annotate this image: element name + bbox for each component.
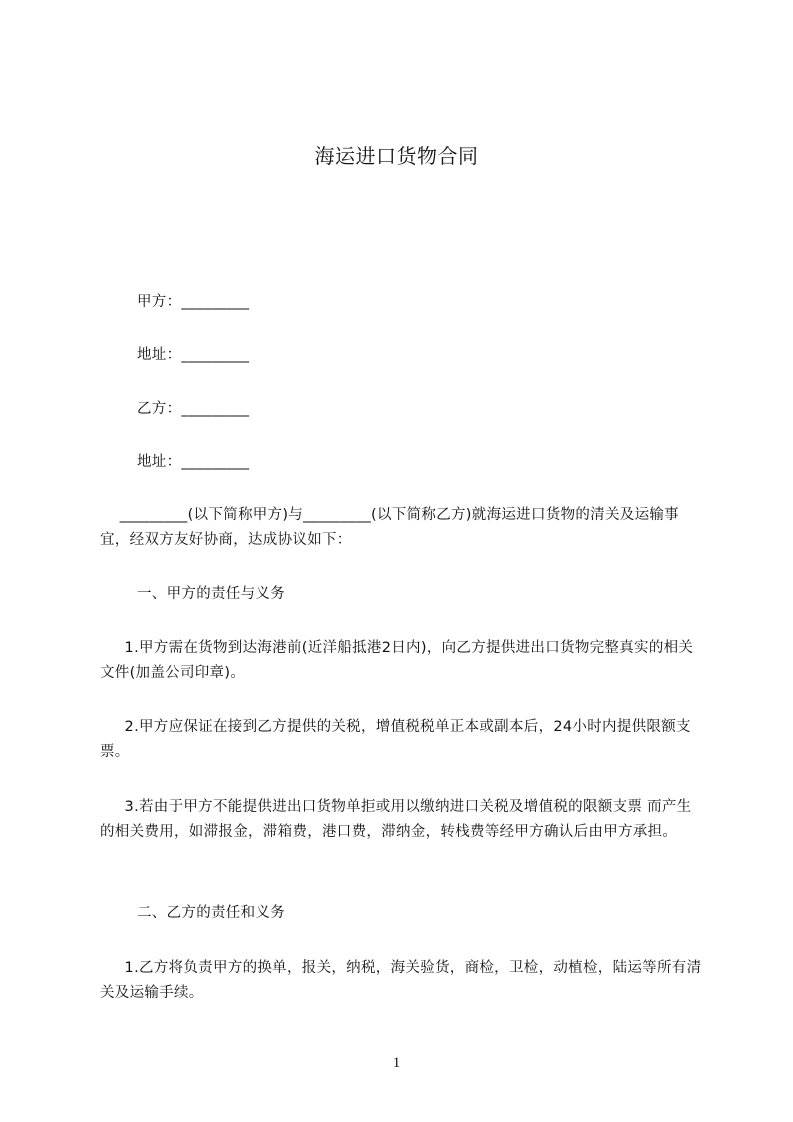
section-1-item-3: 3.若由于甲方不能提供进出口货物单拒或用以缴纳进口关税及增值税的限额支票 而产生的相关费用，如滞报金，滞箱费，港口费，滞纳金，转栈费等经甲方确认后由甲方承担。 <box>100 799 692 840</box>
section-2-item-1: 1.乙方将负责甲方的换单，报关，纳税，海关验货，商检，卫检，动植检，陆运等所有清关及运输手续。 <box>100 960 702 1001</box>
section-1-item-2: 2.甲方应保证在接到乙方提供的关税，增值税税单正本或副本后，24小时内提供限额支票。 <box>100 719 691 760</box>
section-2-heading: 二、乙方的责任和义务 <box>137 905 285 921</box>
address-a-field: 地址：_________ <box>137 347 250 363</box>
section-1-item-1: 1.甲方需在货物到达海港前(近洋船抵港2日内)，向乙方提供进出口货物完整真实的相关文件(加盖公司印章)。 <box>100 640 694 681</box>
page-number: 1 <box>392 1055 401 1071</box>
intro-paragraph: _________(以下简称甲方)与_________(以下简称乙方)就海运进口货物的清关及运输事宜，经双方友好协商，达成协议如下： <box>100 507 679 548</box>
document-title: 海运进口货物合同 <box>314 144 479 168</box>
address-b-field: 地址：_________ <box>137 454 250 470</box>
section-1-heading: 一、甲方的责任与义务 <box>137 586 285 602</box>
party-b-field: 乙方：_________ <box>137 401 250 417</box>
party-a-field: 甲方：_________ <box>137 294 250 310</box>
